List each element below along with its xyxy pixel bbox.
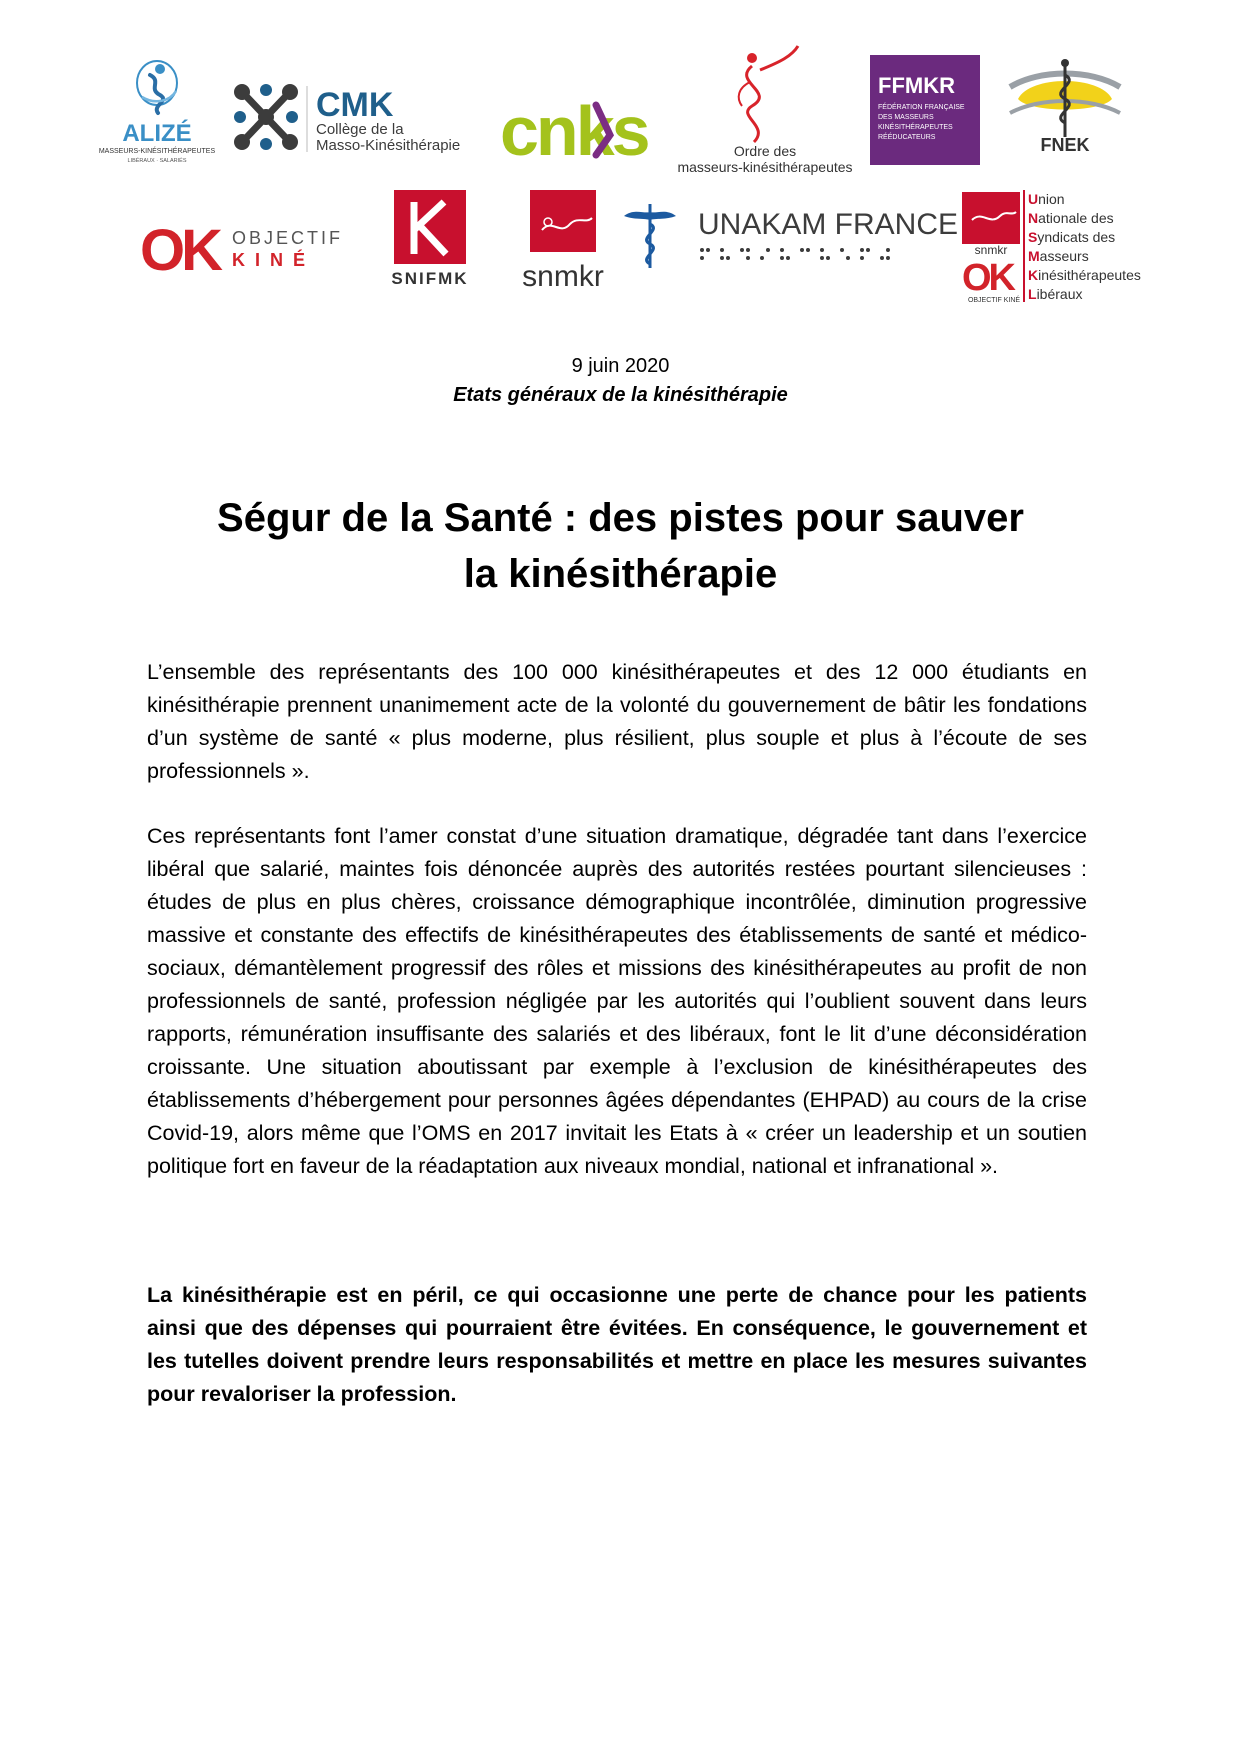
logo-cmk [232, 82, 492, 157]
unsmkl-badge-bottom: OBJECTIF KINÉ [967, 297, 1021, 304]
caduceus-icon [1010, 55, 1120, 155]
alize-sub: MASSEURS-KINÉSITHÉRAPEUTES [98, 148, 216, 155]
paragraph-constat: Ces représentants font l’amer constat d’une situation dramatique, dégradée tant dans l’exercice libéral que salarié, maintes fois dénoncée auprès des autorités restées pourtant silencieuses : études de plus en plus chères, croissance démographique incontrôlée, diminution progressive massive et constante des effectifs de kinésithérapeutes des établissements de santé et médico-sociaux, démantèlement progressif des rôles et missions des kinésithérapeutes au profit de non professionnels de santé, profession négligée par les autorités qui l’oublient souvent dans leurs rapports, rémunération insuffisante des salariés et des libéraux, font le lit d’une déconsidération croissante. Une situation aboutissant par exemple à l’exclusion de kinésithérapeutes des établissements d’hébergement pour personnes âgées dépendantes (EHPAD) au cours de la crise Covid-19, alors même que l’OMS en 2017 invitait les Etats à « créer un leadership et un soutien politique fort en faveur de la réadaptation aux niveaux mondial, national et infranational ». [147, 824, 1087, 1178]
snifmk-badge [388, 190, 473, 290]
unsmkl-line-2: Nationale des [1028, 210, 1114, 226]
ordre-line2: masseurs-kinésithérapeutes [677, 159, 853, 175]
cmk-line2: Masso-Kinésithérapie [316, 137, 461, 154]
logo-objectif-kine [140, 218, 350, 283]
ffmkr-line4: RÉÉDUCATEURS [878, 134, 936, 141]
unsmkl-line-4: Masseurs [1028, 248, 1089, 264]
alize-emblem-icon [100, 55, 215, 165]
paragraph-intro: L’ensemble des représentants des 100 000 kinésithérapeutes et des 12 000 étudiants en kinésithérapie prennent unanimement acte de la volonté du gouvernement de bâtir les fondations d’un système de santé « plus moderne, plus résilient, plus souple et plus à l’écoute de ses professionnels ». [147, 660, 1087, 783]
ffmkr-badge [870, 55, 980, 165]
fnek-name: FNEK [1040, 135, 1090, 155]
logo-ordre [677, 42, 853, 177]
page-title [110, 490, 1131, 602]
title-line-2: la kinésithérapie [463, 552, 778, 596]
logo-snmkr [508, 190, 618, 292]
snifmk-name: SNIFMK [391, 269, 469, 288]
logo-unsmkl [960, 190, 1160, 305]
ok-mark [140, 218, 350, 283]
unsmkl-line-1: Union [1028, 191, 1065, 207]
unakam-caduceus-icon [622, 200, 959, 272]
logo-alize [100, 55, 215, 165]
unsmkl-line-3: Syndicats des [1028, 229, 1116, 245]
cmk-line1: Collège de la [316, 121, 404, 138]
ordre-figure-icon [677, 42, 853, 177]
logo-ffmkr [870, 55, 980, 165]
ordre-line1: Ordre des [733, 143, 797, 159]
unsmkl-line-5: Kinésithérapeutes [1028, 267, 1141, 283]
ok-mark-text: OK [140, 218, 219, 283]
unsmkl-badge-mark: OK [962, 257, 1013, 299]
unsmkl-badge-top: snmkr [974, 243, 1008, 257]
paragraph-conclusion: La kinésithérapie est en péril, ce qui occasionne une perte de chance pour les patients ainsi que des dépenses qui pourraient être évitées. En conséquence, le gouvernement et les tutelles doivent prendre leurs responsabilités et mettre en place les mesures suivantes pour revaloriser la profession. [147, 1283, 1087, 1406]
press-subtitle: Etats généraux de la kinésithérapie [453, 384, 788, 406]
title-line-1: Ségur de la Santé : des pistes pour sauver [217, 496, 1024, 540]
unakam-name: UNAKAM FRANCE [698, 208, 959, 241]
alize-name: ALIZÉ [122, 120, 192, 147]
unsmkl-line-6: Libéraux [1028, 286, 1083, 302]
snmkr-name: snmkr [522, 260, 604, 293]
alize-sub2: LIBÉRAUX · SALARIÉS [127, 158, 187, 164]
ffmkr-line1: FÉDÉRATION FRANÇAISE [878, 104, 965, 111]
unsmkl-badge [960, 190, 1160, 305]
snmkr-badge [508, 190, 618, 292]
ffmkr-line3: KINÉSITHÉRAPEUTES [878, 124, 953, 131]
cmk-emblem-icon [232, 82, 492, 157]
press-date: 9 juin 2020 [571, 355, 670, 377]
ok-word1: OBJECTIF [232, 228, 344, 248]
cnks-name: cnks [500, 92, 648, 170]
cmk-name: CMK [316, 86, 394, 124]
ffmkr-name: FFMKR [878, 73, 955, 98]
logo-cnks [500, 92, 670, 170]
ffmkr-line2: DES MASSEURS [878, 114, 934, 121]
ok-word2: KINÉ [232, 250, 316, 270]
logo-snifmk [388, 190, 473, 290]
logo-fnek [1010, 55, 1120, 155]
logo-unakam [622, 200, 959, 272]
cnks-wordmark [500, 92, 670, 170]
